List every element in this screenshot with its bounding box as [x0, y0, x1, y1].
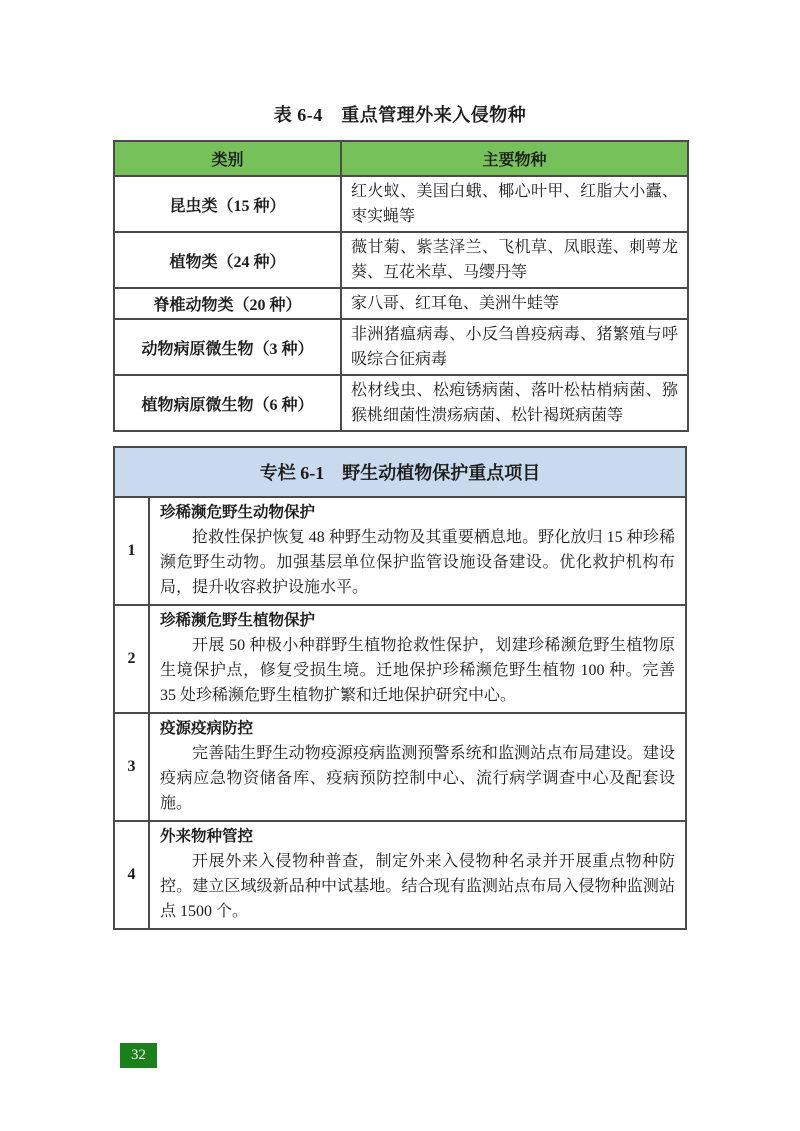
panel-item-number: 2: [115, 606, 150, 712]
table-row: [114, 176, 688, 232]
panel-item-number: 4: [115, 822, 150, 928]
panel-item-body: 开展 50 种极小种群野生植物抢救性保护，划建珍稀濒危野生植物原生境保护点，修复受损生境。迁地保护珍稀濒危野生植物 100 种。完善 35 处珍稀濒危野生植物扩繁和迁地保护研究中心。: [160, 637, 675, 704]
species-cell: 松材线虫、松疱锈病菌、落叶松枯梢病菌、猕猴桃细菌性溃疡病菌、松针褐斑病菌等: [341, 375, 688, 431]
panel-item-heading: 外来物种管控: [160, 828, 254, 845]
species-cell: 家八哥、红耳龟、美洲牛蛙等: [341, 288, 688, 319]
category-cell: 昆虫类（15 种）: [114, 176, 341, 232]
panel-item-heading: 珍稀濒危野生植物保护: [160, 612, 316, 629]
table-row: [114, 232, 688, 288]
panel-item-body: 抢救性保护恢复 48 种野生动物及其重要栖息地。野化放归 15 种珍稀濒危野生动物。加强基层单位保护监管设施设备建设。优化救护机构布局，提升收容救护设施水平。: [160, 529, 675, 596]
category-cell: 植物类（24 种）: [114, 232, 341, 288]
panel-item-content: [150, 606, 685, 712]
column-header-species: 主要物种: [341, 141, 688, 176]
panel-item-number: 3: [115, 714, 150, 820]
panel-title: 专栏 6-1 野生动植物保护重点项目: [115, 448, 685, 498]
species-cell: 红火蚁、美国白蛾、椰心叶甲、红脂大小蠹、枣实蝇等: [341, 176, 688, 232]
panel-item-content: [150, 822, 685, 928]
panel-item: [115, 714, 685, 822]
panel-item: [115, 498, 685, 606]
panel-item-body: 开展外来入侵物种普查，制定外来入侵物种名录并开展重点物种防控。建立区域级新品种中试基地。结合现有监测站点布局入侵物种监测站点 1500 个。: [160, 853, 675, 920]
category-cell: 植物病原微生物（6 种）: [114, 375, 341, 431]
page-number-badge: 32: [120, 1043, 157, 1068]
panel-item: [115, 606, 685, 714]
table-row: [114, 375, 688, 431]
panel-item: [115, 822, 685, 928]
category-cell: 动物病原微生物（3 种）: [114, 319, 341, 375]
table-title: 表 6-4 重点管理外来入侵物种: [273, 105, 527, 125]
table-row: [114, 319, 688, 375]
invasive-species-table: [113, 140, 689, 432]
panel-item-body: 完善陆生野生动物疫源疫病监测预警系统和监测站点布局建设。建设疫病应急物资储备库、疫病预防控制中心、流行病学调查中心及配套设施。: [160, 745, 675, 812]
species-cell: 薇甘菊、紫茎泽兰、飞机草、凤眼莲、刺萼龙葵、互花米草、马缨丹等: [341, 232, 688, 288]
category-cell: 脊椎动物类（20 种）: [114, 288, 341, 319]
wildlife-protection-panel: [113, 446, 687, 930]
column-header-category: 类别: [114, 141, 341, 176]
panel-item-number: 1: [115, 498, 150, 604]
panel-item-content: [150, 498, 685, 604]
species-cell: 非洲猪瘟病毒、小反刍兽疫病毒、猪繁殖与呼吸综合征病毒: [341, 319, 688, 375]
panel-item-content: [150, 714, 685, 820]
panel-item-heading: 疫源疫病防控: [160, 720, 254, 737]
table-header-row: [114, 141, 688, 176]
panel-item-heading: 珍稀濒危野生动物保护: [160, 504, 316, 521]
table-row: [114, 288, 688, 319]
